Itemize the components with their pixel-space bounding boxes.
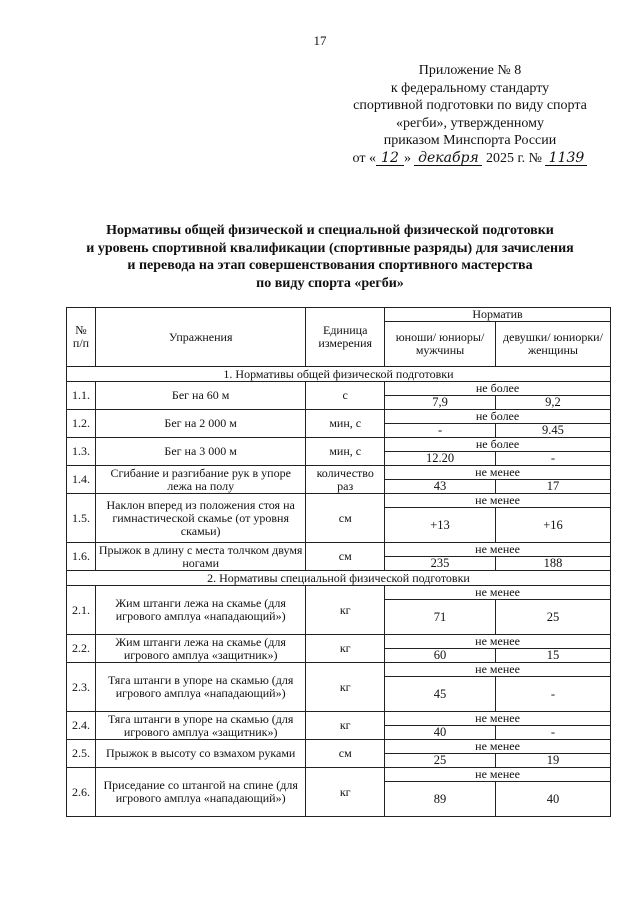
order-date-line	[330, 150, 610, 168]
row-male-value: 89	[385, 782, 496, 817]
handwritten-month: декабря	[414, 151, 482, 166]
header-norm: Норматив	[385, 308, 611, 322]
row-male-value: 60	[385, 649, 496, 663]
header-exercise: Упражнения	[96, 308, 306, 367]
document-title	[60, 222, 600, 292]
row-num: 2.5.	[67, 740, 96, 768]
header-male: юноши/ юниоры/ мужчины	[385, 322, 496, 367]
row-exercise: Бег на 60 м	[96, 382, 306, 410]
row-num: 2.6.	[67, 768, 96, 817]
title-line: и уровень спортивной квалификации (спортивные разряды) для зачисления	[86, 240, 574, 256]
row-unit: кг	[306, 635, 385, 663]
date-mid: »	[403, 150, 411, 166]
row-comparator: не менее	[385, 740, 611, 754]
row-exercise: Прыжок в длину с места толчком двумя ногами	[96, 543, 306, 571]
row-exercise: Бег на 2 000 м	[96, 410, 306, 438]
row-num: 2.3.	[67, 663, 96, 712]
row-num: 1.4.	[67, 466, 96, 494]
section-title: 2. Нормативы специальной физической подготовки	[67, 571, 611, 586]
title-line: по виду спорта «регби»	[256, 275, 404, 291]
row-exercise: Тяга штанги в упоре на скамью (для игрового амплуа «нападающий»)	[96, 663, 306, 712]
title-line: Нормативы общей физической и специальной физической подготовки	[106, 223, 554, 238]
row-num: 1.6.	[67, 543, 96, 571]
row-num: 1.5.	[67, 494, 96, 543]
title-line: и перевода на этап совершенствования спортивного мастерства	[127, 258, 533, 273]
header-female: девушки/ юниорки/ женщины	[495, 322, 610, 367]
row-female-value: 17	[495, 480, 610, 494]
row-exercise: Жим штанги лежа на скамье (для игрового амплуа «нападающий»)	[96, 586, 306, 635]
appendix-line: приказом Минспорта России	[383, 133, 557, 148]
row-female-value: 9,2	[495, 396, 610, 410]
row-male-value: +13	[385, 508, 496, 543]
row-unit: с	[306, 382, 385, 410]
handwritten-order-number: 1139	[545, 151, 587, 166]
row-female-value: 25	[495, 600, 610, 635]
row-exercise: Бег на 3 000 м	[96, 438, 306, 466]
row-female-value: 188	[495, 557, 610, 571]
row-female-value: -	[495, 452, 610, 466]
row-num: 2.4.	[67, 712, 96, 740]
row-unit: кг	[306, 712, 385, 740]
row-exercise: Жим штанги лежа на скамье (для игрового амплуа «защитник»)	[96, 635, 306, 663]
row-num: 1.2.	[67, 410, 96, 438]
row-comparator: не более	[385, 382, 611, 396]
row-male-value: 71	[385, 600, 496, 635]
row-female-value: +16	[495, 508, 610, 543]
header-unit: Единица измерения	[306, 308, 385, 367]
row-unit: мин, с	[306, 438, 385, 466]
row-male-value: 235	[385, 557, 496, 571]
appendix-line: Приложение № 8	[418, 63, 522, 78]
row-female-value: 19	[495, 754, 610, 768]
row-exercise: Прыжок в высоту со взмахом руками	[96, 740, 306, 768]
row-comparator: не более	[385, 438, 611, 452]
row-unit: см	[306, 543, 385, 571]
appendix-header	[330, 62, 610, 167]
row-female-value: 9.45	[495, 424, 610, 438]
appendix-line: спортивной подготовки по виду спорта	[353, 98, 587, 113]
header-num: № п/п	[67, 308, 96, 367]
row-comparator: не менее	[385, 543, 611, 557]
row-female-value: 40	[495, 782, 610, 817]
handwritten-day: 12	[376, 151, 404, 166]
row-exercise: Наклон вперед из положения стоя на гимнастической скамье (от уровня скамьи)	[96, 494, 306, 543]
row-exercise: Тяга штанги в упоре на скамью (для игрового амплуа «защитник»)	[96, 712, 306, 740]
appendix-line: к федеральному стандарту	[390, 80, 550, 96]
row-num: 1.3.	[67, 438, 96, 466]
row-comparator: не менее	[385, 466, 611, 480]
row-exercise: Сгибание и разгибание рук в упоре лежа на полу	[96, 466, 306, 494]
row-num: 1.1.	[67, 382, 96, 410]
row-male-value: 45	[385, 677, 496, 712]
row-male-value: 7,9	[385, 396, 496, 410]
appendix-line: «регби», утвержденному	[395, 115, 545, 131]
row-comparator: не менее	[385, 768, 611, 782]
row-comparator: не более	[385, 410, 611, 424]
row-female-value: -	[495, 677, 610, 712]
norms-table	[66, 307, 611, 817]
row-unit: количество раз	[306, 466, 385, 494]
row-comparator: не менее	[385, 586, 611, 600]
row-comparator: не менее	[385, 635, 611, 649]
row-female-value: 15	[495, 649, 610, 663]
row-male-value: -	[385, 424, 496, 438]
row-unit: кг	[306, 586, 385, 635]
date-year: 2025 г. №	[485, 150, 542, 166]
row-comparator: не менее	[385, 494, 611, 508]
section-title: 1. Нормативы общей физической подготовки	[67, 367, 611, 382]
row-unit: кг	[306, 663, 385, 712]
row-unit: кг	[306, 768, 385, 817]
row-male-value: 12.20	[385, 452, 496, 466]
row-male-value: 25	[385, 754, 496, 768]
row-comparator: не менее	[385, 663, 611, 677]
row-num: 2.1.	[67, 586, 96, 635]
row-unit: см	[306, 494, 385, 543]
page-number: 17	[313, 33, 327, 48]
row-unit: см	[306, 740, 385, 768]
row-male-value: 40	[385, 726, 496, 740]
row-female-value: -	[495, 726, 610, 740]
row-num: 2.2.	[67, 635, 96, 663]
row-exercise: Приседание со штангой на спине (для игрового амплуа «нападающий»)	[96, 768, 306, 817]
row-unit: мин, с	[306, 410, 385, 438]
date-prefix: от «	[352, 150, 376, 166]
row-male-value: 43	[385, 480, 496, 494]
row-comparator: не менее	[385, 712, 611, 726]
